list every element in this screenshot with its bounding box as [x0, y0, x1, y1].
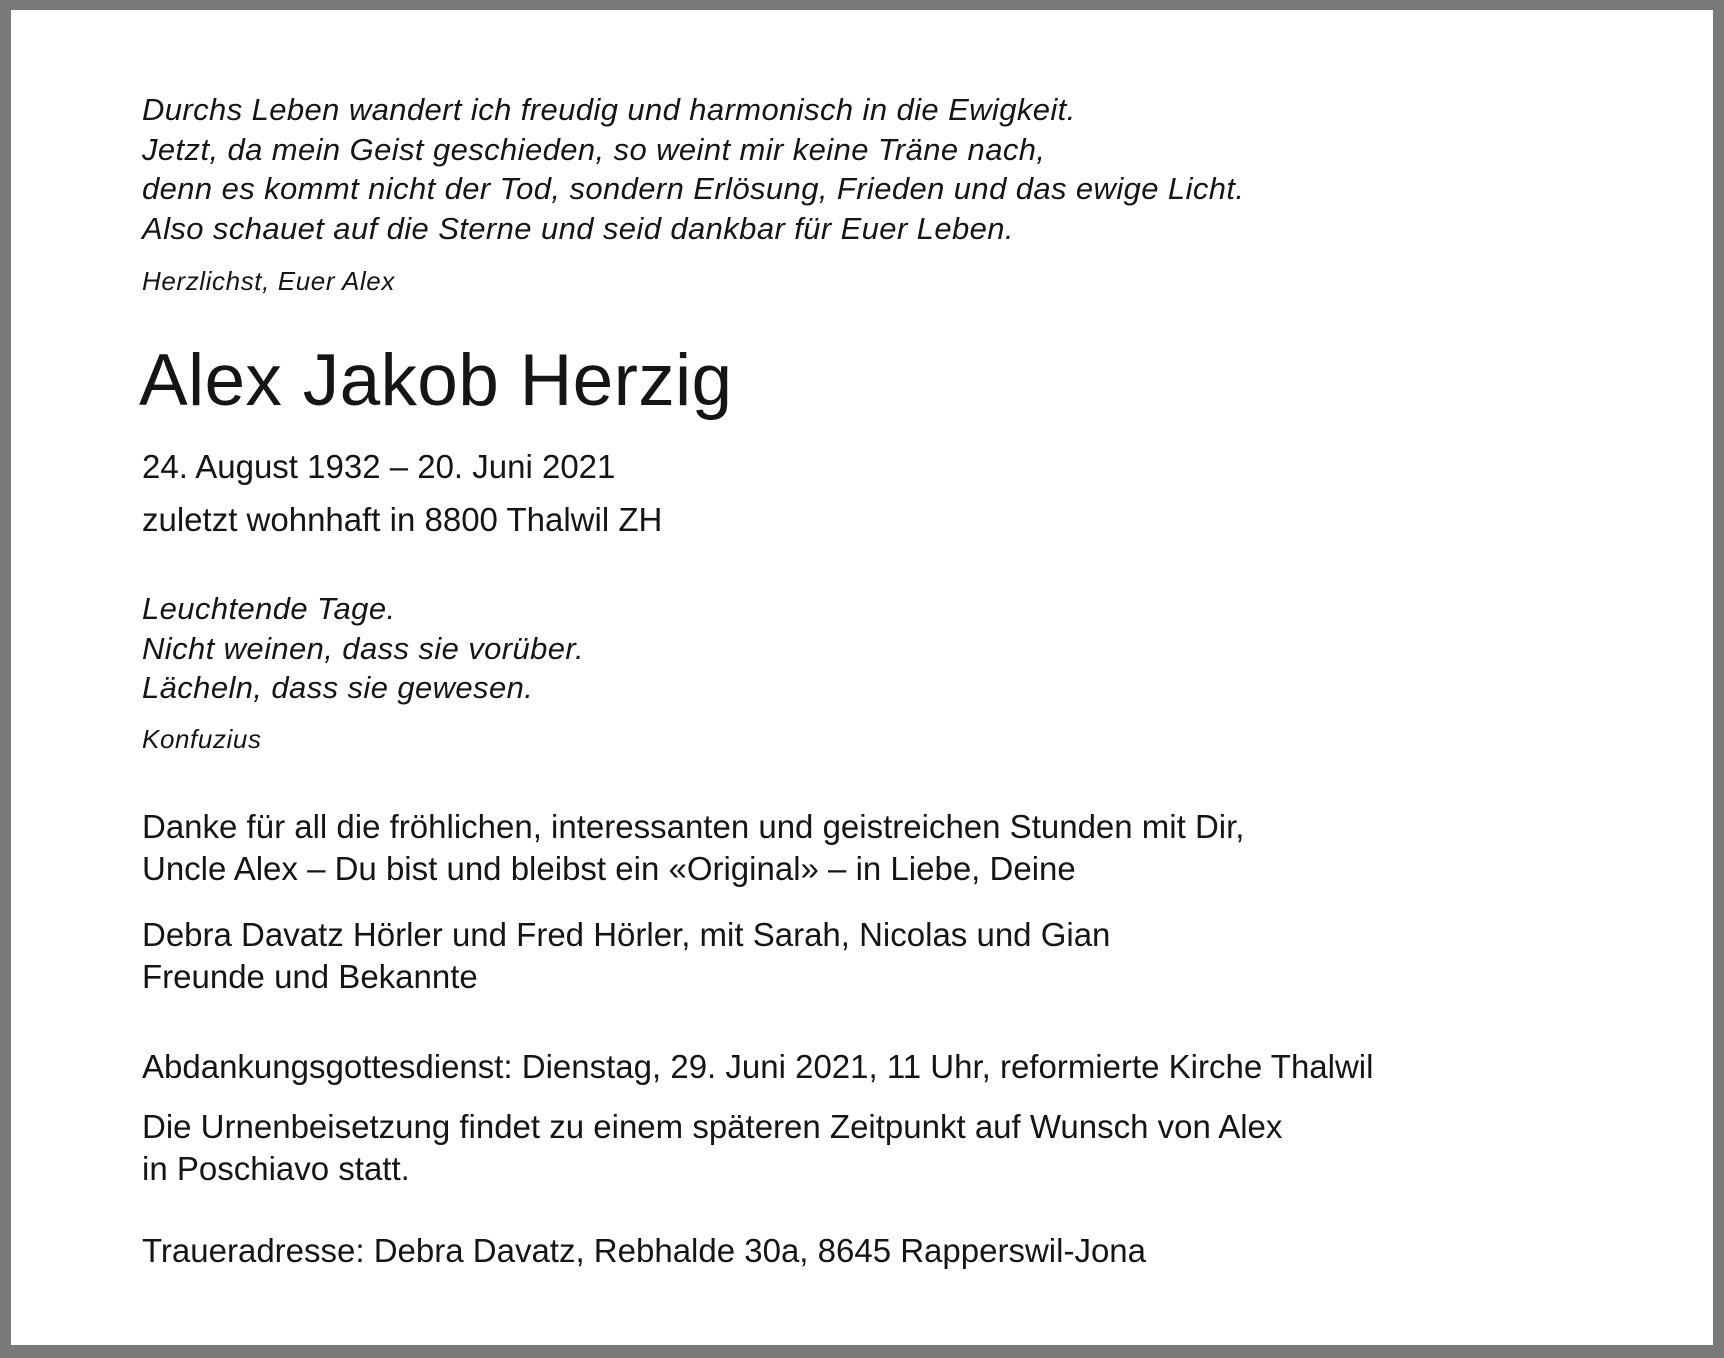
opening-poem	[142, 90, 1244, 248]
quote-line: Nicht weinen, dass sie vorüber.	[142, 630, 585, 666]
life-dates: 24. August 1932 – 20. Juni 2021	[142, 448, 616, 485]
thanks-paragraph	[142, 806, 1244, 890]
burial-line: in Poschiavo statt.	[142, 1150, 410, 1187]
poem-line: Jetzt, da mein Geist geschieden, so weint mir keine Träne nach,	[142, 131, 1046, 167]
poem-signature: Herzlichst, Euer Alex	[142, 266, 395, 296]
poem-line: Also schauet auf die Sterne und seid dankbar für Euer Leben.	[142, 210, 1014, 246]
mourners-line: Freunde und Bekannte	[142, 958, 478, 995]
poem-line: Durchs Leben wandert ich freudig und harmonisch in die Ewigkeit.	[142, 92, 1076, 127]
quote-author: Konfuzius	[142, 724, 262, 754]
last-residence: zuletzt wohnhaft in 8800 Thalwil ZH	[142, 501, 663, 538]
thanks-line: Danke für all die fröhlichen, interessanten und geistreichen Stunden mit Dir,	[142, 808, 1245, 845]
quote-line: Leuchtende Tage.	[142, 591, 396, 626]
deceased-name: Alex Jakob Herzig	[139, 340, 733, 421]
mourners-line: Debra Davatz Hörler und Fred Hörler, mit Sarah, Nicolas und Gian	[142, 916, 1111, 953]
burial-line: Die Urnenbeisetzung findet zu einem späteren Zeitpunkt auf Wunsch von Alex	[142, 1108, 1283, 1145]
thanks-line: Uncle Alex – Du bist und bleibst ein «Original» – in Liebe, Deine	[142, 850, 1076, 887]
poem-line: denn es kommt nicht der Tod, sondern Erlösung, Frieden und das ewige Licht.	[142, 171, 1245, 206]
funeral-service: Abdankungsgottesdienst: Dienstag, 29. Juni 2021, 11 Uhr, reformierte Kirche Thalwil	[142, 1048, 1374, 1085]
mourning-address: Traueradresse: Debra Davatz, Rebhalde 30a, 8645 Rapperswil-Jona	[142, 1232, 1147, 1269]
quote-line: Lächeln, dass sie gewesen.	[142, 670, 534, 705]
urn-burial-note	[142, 1106, 1282, 1190]
confucius-quote	[142, 589, 584, 708]
mourners-list	[142, 914, 1110, 998]
